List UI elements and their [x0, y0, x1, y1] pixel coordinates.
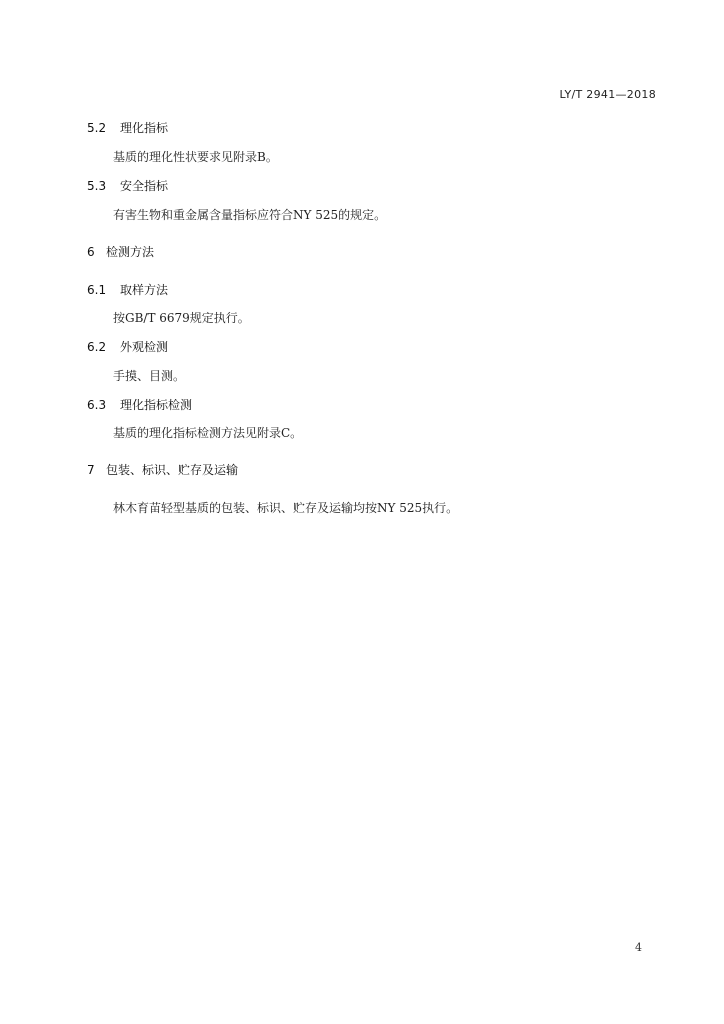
section-title: 外观检测 [120, 340, 169, 354]
section-number: 7 [87, 463, 95, 477]
section-number: 6.2 [87, 340, 107, 354]
section-title: 理化指标 [120, 121, 169, 135]
section-heading-6-1 [87, 281, 168, 298]
section-title: 包装、标识、贮存及运输 [106, 463, 239, 477]
section-text-6-1: 按GB/T 6679规定执行。 [113, 311, 250, 325]
section-title: 检测方法 [106, 245, 155, 259]
section-number: 6.1 [87, 283, 107, 297]
section-text-5-3: 有害生物和重金属含量指标应符合NY 525的规定。 [113, 208, 387, 222]
section-title: 理化指标检测 [120, 398, 193, 412]
section-text-6-3: 基质的理化指标检测方法见附录C。 [113, 426, 303, 440]
section-text-6-2: 手摸、目测。 [113, 369, 186, 383]
section-heading-6-3 [87, 396, 192, 413]
section-number: 5.3 [87, 179, 107, 193]
section-text-7: 林木育苗轻型基质的包装、标识、贮存及运输均按NY 525执行。 [113, 501, 459, 515]
section-heading-6 [87, 243, 154, 260]
section-heading-6-2 [87, 338, 168, 355]
section-title: 取样方法 [120, 283, 169, 297]
section-title: 安全指标 [120, 179, 169, 193]
section-heading-5-3 [87, 177, 168, 194]
section-number: 5.2 [87, 121, 107, 135]
section-number: 6 [87, 245, 95, 259]
section-heading-5-2 [87, 119, 168, 136]
section-text-5-2: 基质的理化性状要求见附录B。 [113, 150, 278, 164]
section-number: 6.3 [87, 398, 107, 412]
standard-code: LY/T 2941—2018 [559, 88, 656, 101]
page-number: 4 [635, 941, 642, 954]
section-heading-7 [87, 461, 238, 478]
